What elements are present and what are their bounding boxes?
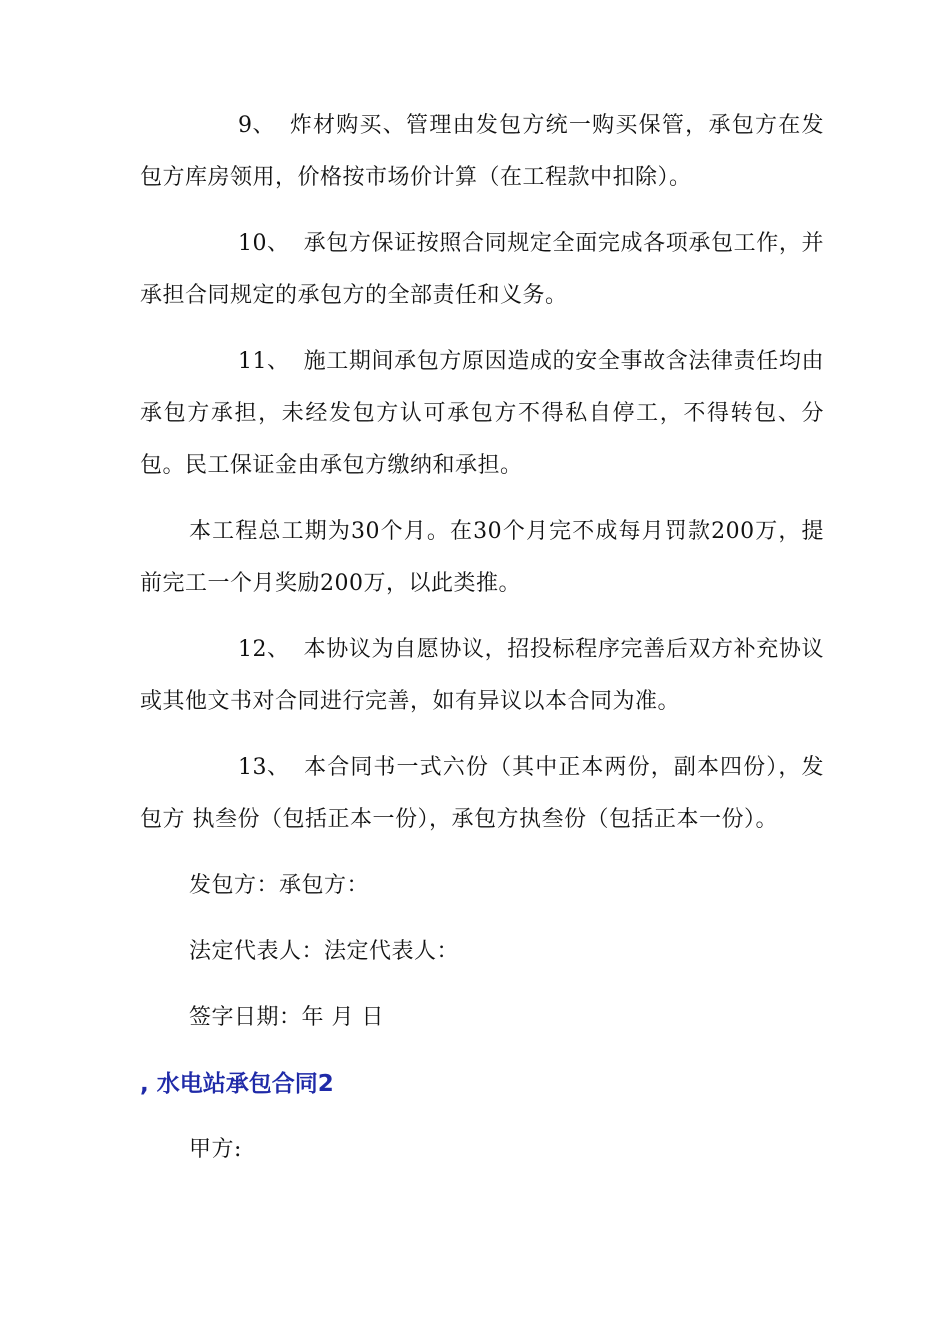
clause-text: 本协议为自愿协议，招投标程序完善后双方补充协议或其他文书对合同进行完善，如有异议以本合同为准。	[140, 637, 824, 714]
clause-number: 11、	[238, 349, 290, 374]
clause-10	[140, 218, 824, 322]
clause-text: 本合同书一式六份（其中正本两份，副本四份），发包方 执叁份（包括正本一份），承包方执叁份（包括正本一份）。	[140, 755, 824, 832]
clause-text: 炸材购买、管理由发包方统一购买保管，承包方在发包方库房领用，价格按市场价计算（在工程款中扣除）。	[140, 113, 824, 190]
clause-number: 13、	[238, 755, 290, 780]
section-heading: , 水电站承包合同2	[140, 1071, 334, 1097]
clause-12	[140, 624, 824, 728]
document-page	[140, 100, 824, 1190]
clause-text: 施工期间承包方原因造成的安全事故含法律责任均由承包方承担，未经发包方认可承包方不得私自停工，不得转包、分包。民工保证金由承包方缴纳和承担。	[140, 349, 824, 478]
clause-number: 12、	[238, 637, 290, 662]
duration-paragraph: 本工程总工期为30个月。在30个月完不成每月罚款200万，提前完工一个月奖励200万，以此类推。	[140, 519, 824, 596]
clause-number: 10、	[238, 231, 290, 256]
clause-11	[140, 336, 824, 492]
clause-9	[140, 100, 824, 204]
clause-text: 承包方保证按照合同规定全面完成各项承包工作，并承担合同规定的承包方的全部责任和义务。	[140, 231, 824, 308]
clause-number: 9、	[238, 113, 275, 138]
signature-date: 签字日期：年 月 日	[189, 1005, 384, 1030]
clause-13	[140, 742, 824, 846]
party-a-label: 甲方:	[189, 1137, 242, 1162]
signature-parties: 发包方：承包方：	[189, 873, 370, 898]
signature-representatives: 法定代表人：法定代表人：	[189, 939, 460, 964]
